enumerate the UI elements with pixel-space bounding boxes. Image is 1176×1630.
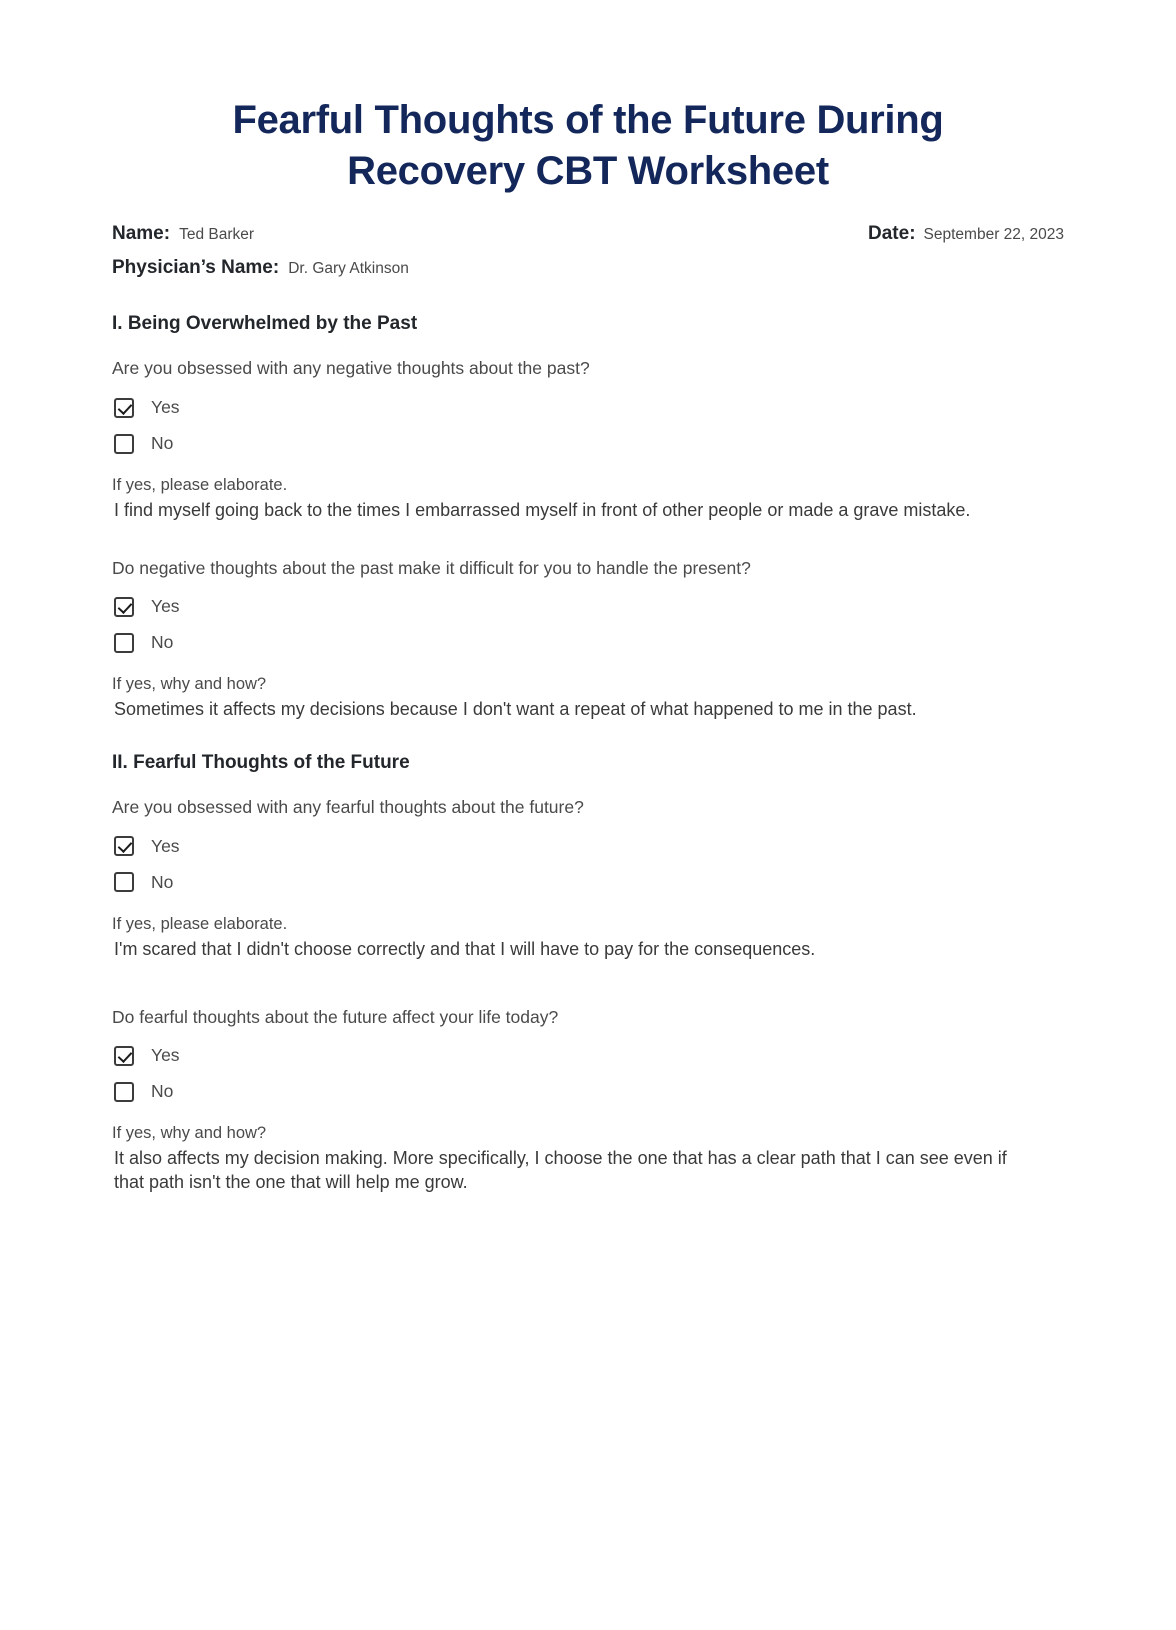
question-text: Are you obsessed with any negative thoughts about the past? [112,358,590,379]
checkbox-no-icon[interactable] [114,633,134,653]
why-how-prompt: If yes, why and how? [112,1124,267,1143]
option-label-no: No [151,433,174,453]
option-label-no: No [151,1081,174,1102]
answer-option-no[interactable] [114,872,1064,893]
checkbox-no-icon[interactable] [114,434,134,454]
checkbox-yes-icon[interactable] [114,836,134,856]
physician-row [112,257,1064,291]
option-label-yes: Yes [151,835,180,856]
page-title: Fearful Thoughts of the Future During Recovery CBT Worksheet [232,98,944,194]
elaborate-prompt: If yes, please elaborate. [112,476,288,494]
option-label-yes: Yes [151,1045,180,1066]
spacer [112,962,1064,1006]
why-how-prompt: If yes, why and how? [112,675,267,694]
name-label: Name: [112,223,171,245]
answer-option-yes[interactable] [114,596,1064,617]
date-value[interactable]: September 22, 2023 [923,226,1064,244]
checkbox-no-icon[interactable] [114,872,134,892]
name-value[interactable]: Ted Barker [179,226,255,244]
question-text: Do fearful thoughts about the future affect your life today? [112,1006,559,1027]
physician-label: Physician’s Name: [112,257,280,279]
checkbox-no-icon[interactable] [114,1082,134,1102]
worksheet-content [0,313,1176,1194]
checkbox-yes-icon[interactable] [114,398,134,418]
answer-option-no[interactable] [114,632,1064,653]
spacer [112,523,1064,557]
option-label-yes: Yes [151,596,180,617]
answer-option-no[interactable] [114,1081,1064,1102]
section-heading-1: I. Being Overwhelmed by the Past [112,313,418,335]
question-text: Are you obsessed with any fearful thoughts about the future? [112,797,584,818]
elaborate-answer[interactable]: I'm scared that I didn't choose correctly and that I will have to pay for the consequences. [114,938,816,959]
answer-option-yes[interactable] [114,836,1064,857]
physician-value[interactable]: Dr. Gary Atkinson [288,260,409,278]
why-how-answer[interactable]: It also affects my decision making. More specifically, I choose the one that has a clear path that I can see even if that path isn't the one that will help me grow. [114,1148,1007,1192]
elaborate-answer[interactable]: I find myself going back to the times I embarrassed myself in front of other people or made a grave mistake. [114,500,971,520]
date-label: Date: [868,223,916,245]
answer-option-no[interactable] [114,433,1064,454]
checkbox-yes-icon[interactable] [114,1046,134,1066]
elaborate-prompt: If yes, please elaborate. [112,914,288,933]
checkbox-yes-icon[interactable] [114,597,134,617]
option-label-no: No [151,871,174,892]
section-heading-2: II. Fearful Thoughts of the Future [112,752,410,774]
question-text: Do negative thoughts about the past make it difficult for you to handle the present? [112,557,751,578]
why-how-answer[interactable]: Sometimes it affects my decisions because I don't want a repeat of what happened to me in the past. [114,699,917,720]
option-label-no: No [151,632,174,653]
option-label-yes: Yes [151,397,180,417]
answer-option-yes[interactable] [114,397,1064,418]
patient-meta [0,223,1176,291]
name-date-row [112,223,1064,257]
answer-option-yes[interactable] [114,1045,1064,1066]
date-group [868,223,1064,245]
